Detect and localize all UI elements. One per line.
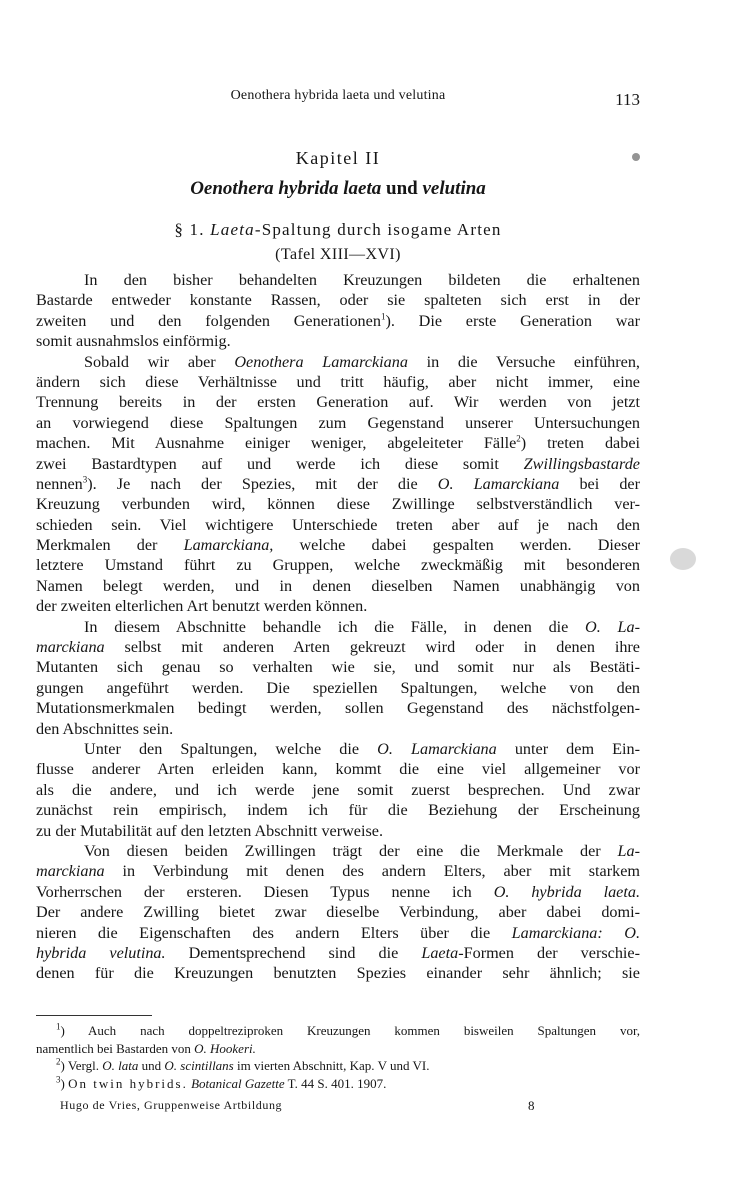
body-italic: Lamarckiana: O. — [511, 923, 641, 942]
section-heading — [36, 220, 640, 240]
footnote-italic: O. Hookeri. — [194, 1040, 256, 1056]
body-line: der zweiten elterlichen Art benutzt werden können. — [36, 597, 368, 616]
body-text-run: unter dem Ein- — [496, 739, 640, 758]
footnote-ref: 2 — [516, 433, 521, 444]
body-line — [36, 841, 640, 861]
section-number: § 1. — [174, 220, 205, 239]
body-text-run: nennen — [36, 474, 83, 493]
body-line: somit ausnahmslos einförmig. — [36, 332, 231, 351]
body-text-run: machen. Mit Ausnahme einiger weniger, abgeleiteter Fälle — [36, 434, 517, 453]
ink-blot — [632, 153, 640, 161]
body-line — [36, 637, 640, 657]
section-subtitle: (Tafel XIII—XVI) — [275, 246, 401, 263]
body-line: Mutanten sich genau so verhalten wie sie, und somit nur als Bestäti- — [36, 658, 640, 677]
body-italic: hybrida velutina. — [36, 943, 166, 962]
body-italic: Oenothera Lamarckiana — [234, 352, 408, 371]
body-text — [36, 270, 640, 984]
body-line — [36, 739, 640, 759]
body-italic: O. La- — [585, 617, 640, 636]
footnote-2 — [36, 1057, 640, 1075]
body-text-run: nieren die Eigenschaften des andern Elters über die — [36, 923, 512, 942]
body-italic: O. Lamarckiana — [377, 739, 497, 758]
footnote-italic: O. lata — [102, 1058, 139, 1073]
footnote-text: ) — [60, 1075, 69, 1091]
ink-smudge — [670, 548, 696, 570]
body-line: als die andere, und ich werde jene somit zuerst besprechen. Und zwar — [36, 780, 640, 799]
footnote-ref: 1 — [380, 311, 386, 322]
footnote-text: ) Auch nach doppeltreziproken Kreuzungen kommen bisweilen Spaltungen vor, — [60, 1023, 640, 1038]
body-text-run: zwei Bastardtypen auf und werde ich diese somit — [36, 454, 524, 473]
body-line: In den bisher behandelten Kreuzungen bildeten die erhaltenen — [84, 271, 640, 289]
chapter-title — [36, 178, 640, 200]
body-text-run: Von diesen beiden Zwillingen trägt der eine die Merkmale der — [84, 841, 618, 860]
chapter-title-italic: Oenothera hybrida laeta — [190, 178, 382, 199]
body-line: schieden sein. Viel wichtigere Unterschiede treten aber auf je nach den — [36, 515, 640, 534]
chapter-label: Kapitel II — [295, 148, 381, 168]
body-italic: marckiana — [36, 638, 105, 657]
body-line: Trennung bereits in der ersten Generation auf. Wir werden von jetzt — [36, 393, 640, 412]
body-text-run: In diesem Abschnitte behandle ich die Fälle, in denen die — [84, 617, 586, 636]
body-text-run: bei der — [559, 474, 640, 493]
section-title-italic: Laeta — [210, 220, 255, 239]
footnote-text: und — [138, 1058, 165, 1073]
footnote-italic: O. scintillans — [164, 1058, 234, 1073]
signature-mark: 8 — [528, 1098, 535, 1113]
body-text-run: in die Versuche einführen, — [407, 352, 640, 371]
body-text-run: -Formen der verschie- — [458, 943, 640, 962]
chapter-title-und: und — [386, 178, 418, 199]
footnote-mark: 1 — [56, 1021, 61, 1032]
body-line: zu der Mutabilität auf den letzten Abschnitt verweise. — [36, 821, 384, 840]
footnote-italic: Botanical Gazette — [191, 1075, 285, 1091]
body-line — [36, 861, 640, 881]
body-italic: Laeta — [421, 943, 459, 962]
footnote-text: ) Vergl. — [60, 1058, 103, 1073]
body-text-run: selbst mit anderen Arten gekreuzt wird oder in denen ihre — [104, 638, 640, 657]
footnote-3 — [36, 1075, 640, 1093]
section-title-rest: -Spaltung durch isogame Arten — [254, 220, 502, 239]
body-line — [36, 454, 640, 474]
body-line — [36, 943, 640, 963]
body-line: Mutationsmerkmalen bedingt werden, sollen Gegenstand des nächstfolgen- — [36, 699, 640, 718]
body-line: Bastarde entweder konstante Rassen, oder sie spalteten sich erst in der — [36, 291, 640, 310]
body-italic: Lamarckiana, — [183, 536, 274, 555]
body-line — [36, 474, 640, 494]
footnote-mark: 3 — [56, 1074, 61, 1085]
body-line: denen für die Kreuzungen benutzten Spezies einander sehr ähnlich; sie — [36, 964, 640, 983]
body-line — [36, 882, 640, 902]
body-text-run: in Verbindung mit denen des andern Elters, aber mit starkem — [104, 862, 640, 881]
footnote-spaced-title: On twin hybrids. — [68, 1075, 188, 1091]
body-line: an vorwiegend diese Spaltungen zum Gegenstand unserer Untersuchungen — [36, 413, 640, 432]
body-line — [36, 352, 640, 372]
body-italic: marckiana — [36, 862, 105, 881]
body-line — [36, 535, 640, 555]
body-text-run: ). Die erste Generation war — [385, 311, 641, 330]
body-line: zunächst rein empirisch, indem ich für die Beziehung der Erscheinung — [36, 801, 640, 820]
footnote-ref: 3 — [82, 474, 88, 485]
body-text-run: Sobald wir aber — [84, 352, 235, 371]
footnotes — [36, 1022, 640, 1092]
body-line — [36, 433, 640, 453]
footnote-1 — [36, 1022, 640, 1040]
running-title: Oenothera hybrida laeta und velutina — [230, 88, 446, 103]
body-text-run: Vorherrschen der ersteren. Diesen Typus nenne ich — [36, 882, 494, 901]
body-text-run: ). Je nach der Spezies, mit der die — [87, 474, 438, 493]
body-text-run: ) treten dabei — [520, 434, 640, 453]
body-line: gungen angeführt werden. Die speziellen Spaltungen, welche von den — [36, 678, 640, 697]
body-text-run: welche dabei gespalten werden. Dieser — [273, 536, 640, 555]
body-line: ändern sich diese Verhältnisse und tritt häufig, aber nicht immer, eine — [36, 372, 640, 391]
signature-line: Hugo de Vries, Gruppenweise Artbildung — [60, 1098, 283, 1112]
footnote-text: T. 44 S. 401. 1907. — [284, 1075, 387, 1091]
running-head — [36, 88, 640, 110]
body-text-run: zweiten und den folgenden Generationen — [36, 311, 381, 330]
body-line: letztere Umstand führt zu Gruppen, welche zweckmäßig mit besonderen — [36, 556, 640, 575]
body-text-run: Dementsprechend sind die — [165, 943, 422, 962]
body-line — [36, 617, 640, 637]
body-italic: La- — [617, 841, 640, 860]
body-line — [36, 923, 640, 943]
body-line: Der andere Zwilling bietet zwar dieselbe Verbindung, aber dabei domi- — [36, 903, 640, 922]
body-line: Namen belegt werden, und in denen dieselben Namen unabhängig von — [36, 576, 640, 595]
body-line: den Abschnittes sein. — [36, 719, 174, 738]
footnote-1-cont — [36, 1040, 640, 1058]
page-number: 113 — [615, 90, 640, 109]
footnote-text: im vierten Abschnitt, Kap. V und VI. — [233, 1058, 430, 1073]
chapter-title-italic-2: velutina — [422, 178, 486, 199]
body-text-run: Merkmalen der — [36, 536, 184, 555]
footnote-divider — [36, 1015, 152, 1016]
body-line — [36, 311, 640, 331]
body-italic: Zwillingsbastarde — [523, 454, 640, 473]
body-line: flusse anderer Arten erleiden kann, kommt die eine viel allgemeiner vor — [36, 760, 640, 779]
footnote-mark: 2 — [56, 1056, 61, 1067]
footnote-text: namentlich bei Bastarden von — [36, 1040, 195, 1056]
body-italic: O. Lamarckiana — [437, 474, 560, 493]
body-italic: O. hybrida laeta. — [493, 882, 640, 901]
body-text-run: Unter den Spaltungen, welche die — [84, 739, 378, 758]
body-line: Kreuzung verbunden wird, können diese Zwillinge selbstverständlich ver- — [36, 495, 640, 514]
